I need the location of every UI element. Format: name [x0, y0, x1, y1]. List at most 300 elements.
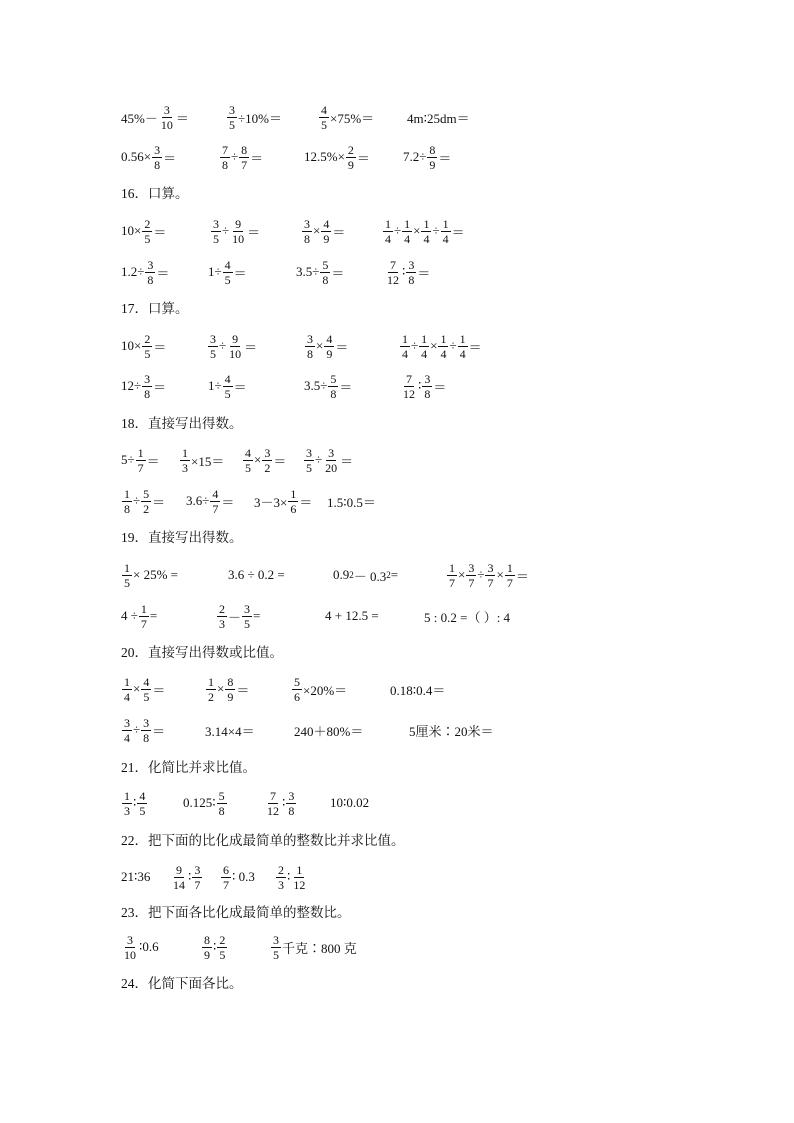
denominator: 10	[232, 231, 245, 246]
expr	[210, 211, 260, 251]
expr-text: 4m∶25dm＝	[407, 110, 470, 126]
expr	[275, 857, 308, 897]
numerator: 1	[440, 331, 447, 346]
numerator: 9	[176, 862, 182, 877]
fraction	[292, 675, 302, 704]
fraction	[447, 561, 457, 590]
numerator: 1	[124, 788, 130, 803]
fraction	[401, 372, 417, 401]
denominator: 7	[140, 616, 147, 631]
numerator: 3	[487, 560, 494, 575]
expr	[121, 669, 165, 709]
expr-text: 12.5%×	[304, 149, 345, 164]
fraction	[141, 487, 151, 516]
denominator: 10	[160, 117, 173, 132]
fraction	[328, 372, 338, 401]
expr-text: 4 ÷	[121, 608, 138, 623]
denominator: 9	[326, 346, 333, 361]
denominator: 8	[322, 272, 329, 287]
denominator: 8	[147, 272, 154, 287]
numerator: 9	[235, 216, 242, 231]
expr-text: ∶	[133, 795, 137, 810]
fraction	[276, 863, 286, 892]
numerator: 3	[424, 371, 431, 386]
expr	[291, 669, 347, 709]
expr-text: ＝	[247, 224, 261, 240]
fraction	[217, 933, 227, 962]
expr-text: ＝	[221, 494, 235, 510]
numerator: 5	[143, 486, 150, 501]
denominator: 10	[124, 947, 136, 962]
numerator: 3	[154, 142, 161, 157]
calc-row	[0, 596, 794, 636]
expr-text: 0.18∶0.4＝	[390, 682, 446, 698]
expr-text: 10∶0.02	[330, 795, 370, 810]
expr-text: ∶	[418, 378, 422, 393]
expr-text: × 25% =	[133, 567, 178, 582]
numerator: 4	[245, 445, 251, 460]
fraction	[383, 217, 393, 246]
fraction	[288, 487, 298, 516]
expr	[183, 783, 228, 823]
denominator: 8	[330, 386, 337, 401]
denominator: 6	[294, 689, 300, 704]
expr	[301, 211, 345, 251]
fraction	[402, 217, 412, 246]
numerator: 5	[218, 788, 225, 803]
fraction	[136, 446, 146, 475]
expr	[219, 137, 263, 177]
fraction	[159, 103, 175, 132]
exponent: 2	[386, 570, 391, 580]
numerator: 3	[147, 257, 154, 272]
expr-text: =	[390, 567, 399, 582]
expr-text: ÷	[222, 223, 230, 238]
expr-text: ÷	[449, 338, 457, 353]
expr-text: ＝	[152, 723, 166, 739]
expr-text: ∶	[188, 869, 192, 884]
numerator: 2	[144, 331, 151, 346]
expr	[186, 481, 234, 521]
numerator: 3	[468, 560, 475, 575]
numerator: 8	[429, 142, 436, 157]
numerator: 1	[385, 216, 391, 231]
expr-text: ＝	[515, 568, 529, 584]
numerator: 4	[321, 102, 327, 117]
numerator: 1	[421, 331, 428, 346]
denominator: 4	[440, 346, 447, 361]
denominator: 12	[293, 877, 306, 892]
expr	[121, 783, 148, 823]
expr-text: ＝	[236, 682, 250, 698]
fraction	[271, 933, 281, 962]
expr-text: ÷	[432, 223, 440, 238]
expr-text: ×	[458, 567, 466, 582]
denominator: 7	[449, 575, 455, 590]
expr-text: ∶	[282, 795, 286, 810]
denominator: 5	[306, 460, 312, 475]
fraction	[438, 332, 448, 361]
numerator: 3	[210, 331, 216, 346]
expr	[121, 252, 169, 292]
fraction	[319, 103, 329, 132]
fraction	[211, 217, 221, 246]
expr-text: ＝	[356, 150, 370, 166]
exponent: 2	[349, 570, 354, 580]
denominator: 4	[402, 346, 408, 361]
numerator: 4	[143, 674, 150, 689]
expr	[121, 481, 165, 521]
question-heading: 23．把下面各比化成最简单的整数比。	[121, 905, 351, 920]
fraction	[221, 863, 231, 892]
expr	[400, 366, 446, 406]
denominator: 7	[137, 460, 144, 475]
fraction	[122, 675, 132, 704]
expr-text: ÷	[477, 567, 485, 582]
denominator: 8	[218, 803, 225, 818]
expr	[208, 366, 247, 406]
fraction	[202, 933, 212, 962]
expr-text: 0.125∶	[183, 795, 216, 810]
fraction	[217, 602, 227, 631]
fraction	[321, 217, 331, 246]
denominator: 9	[323, 231, 330, 246]
denominator: 5	[139, 803, 146, 818]
expr-text: =	[149, 608, 158, 623]
numerator: 1	[449, 560, 455, 575]
fraction	[180, 446, 190, 475]
fraction	[385, 258, 401, 287]
expr-text: 3.6÷	[186, 493, 210, 508]
expr-text: ＝	[163, 150, 177, 166]
numerator: 7	[270, 788, 276, 803]
expr-text: ×20%＝	[303, 682, 348, 698]
expr-text: ÷	[315, 452, 323, 467]
expr-text: － 0.3	[353, 568, 387, 584]
denominator: 12	[387, 272, 399, 287]
numerator: 7	[406, 371, 412, 386]
fraction	[265, 789, 281, 818]
denominator: 4	[124, 689, 130, 704]
expr-text: ×	[133, 681, 141, 696]
expr-text: 5÷	[121, 452, 135, 467]
numerator: 2	[347, 142, 354, 157]
denominator: 5	[224, 272, 231, 287]
expr-text: ＝	[438, 150, 452, 166]
expr-text: ×	[254, 452, 262, 467]
fraction	[466, 561, 476, 590]
fraction	[485, 561, 495, 590]
numerator: 7	[222, 142, 228, 157]
numerator: 8	[227, 674, 234, 689]
numerator: 4	[326, 331, 333, 346]
expr-text: ＝	[153, 339, 167, 355]
fraction	[142, 332, 152, 361]
calc-row	[0, 97, 794, 137]
denominator: 10	[229, 346, 242, 361]
expr	[216, 596, 260, 636]
numerator: 3	[306, 445, 312, 460]
expr-text: ＝	[331, 265, 345, 281]
denominator: 5	[219, 947, 226, 962]
expr	[407, 97, 470, 137]
calc-row	[0, 669, 794, 709]
numerator: 3	[328, 445, 335, 460]
numerator: 3	[229, 102, 235, 117]
question-heading: 22．把下面的比化成最简单的整数比并求比值。	[121, 833, 405, 848]
expr	[325, 596, 379, 636]
denominator: 5	[210, 346, 216, 361]
expr-text: ＝	[299, 494, 313, 510]
calc-row	[0, 326, 794, 366]
expr-text: 45%－	[121, 110, 158, 126]
numerator: 1	[208, 674, 214, 689]
denominator: 5	[321, 117, 327, 132]
numerator: 2	[219, 932, 226, 947]
expr	[409, 710, 494, 750]
denominator: 8	[144, 386, 151, 401]
expr-text: ÷	[394, 223, 402, 238]
fraction	[230, 217, 246, 246]
expr-text: ×	[496, 567, 504, 582]
fraction	[242, 602, 252, 631]
expr-text: ＝	[417, 265, 431, 281]
expr-text: 3.6 ÷ 0.2 =	[228, 567, 285, 582]
expr	[242, 440, 286, 480]
fraction	[323, 446, 339, 475]
expr-text: ÷	[411, 338, 419, 353]
expr-text: ÷	[219, 338, 227, 353]
expr	[303, 440, 353, 480]
fraction	[421, 217, 431, 246]
calc-row	[0, 137, 794, 177]
expr	[304, 137, 370, 177]
question-heading: 18．直接写出得数。	[121, 416, 243, 431]
expr	[121, 326, 166, 366]
numerator: 1	[296, 862, 303, 877]
expr-text: ＝	[339, 379, 353, 395]
denominator: 8	[408, 272, 415, 287]
expr	[270, 927, 357, 967]
denominator: 9	[347, 157, 354, 172]
expr	[446, 555, 529, 595]
denominator: 8	[424, 386, 431, 401]
expr-text: 1÷	[208, 264, 222, 279]
fraction	[225, 675, 235, 704]
fraction	[239, 143, 249, 172]
expr-text: ＝	[332, 224, 346, 240]
expr-text: ＝	[233, 265, 247, 281]
expr	[208, 252, 247, 292]
denominator: 5	[273, 947, 279, 962]
denominator: 5	[144, 231, 151, 246]
denominator: 3	[219, 616, 225, 631]
expr-text: ÷10%＝	[238, 110, 282, 126]
expr-text: ＝	[250, 150, 264, 166]
fraction	[346, 143, 356, 172]
numerator: 1	[182, 445, 188, 460]
fraction	[139, 602, 149, 631]
fraction	[227, 332, 243, 361]
fraction	[206, 675, 216, 704]
denominator: 8	[288, 803, 295, 818]
denominator: 4	[442, 231, 449, 246]
denominator: 3	[124, 803, 130, 818]
expr-text: 千克∶800 克	[282, 940, 357, 956]
calc-row	[0, 440, 794, 480]
expr-text: ∶	[402, 264, 406, 279]
expr-text: 21∶36	[121, 869, 151, 884]
expr	[121, 927, 159, 967]
expr-text: 10×	[121, 223, 142, 238]
expr-text: ＝	[153, 224, 167, 240]
expr	[424, 596, 510, 636]
numerator: 4	[212, 486, 219, 501]
expr	[382, 211, 465, 251]
expr-text: ×75%＝	[330, 110, 375, 126]
expr	[330, 783, 369, 823]
calc-row	[0, 211, 794, 251]
expr-text: 12÷	[121, 378, 142, 393]
expr-text: ＝	[244, 339, 258, 355]
expr-text: ÷	[133, 722, 141, 737]
numerator: 1	[140, 601, 147, 616]
numerator: 3	[127, 932, 133, 947]
expr	[121, 857, 150, 897]
expr-text: ×	[430, 338, 438, 353]
expr	[121, 211, 166, 251]
calc-row	[0, 857, 794, 897]
fraction	[458, 332, 468, 361]
expr	[121, 440, 160, 480]
expr-text: 3.14×4＝	[205, 723, 255, 739]
denominator: 7	[241, 157, 248, 172]
fraction	[141, 716, 151, 745]
numerator: 9	[232, 331, 239, 346]
denominator: 8	[222, 157, 228, 172]
expr	[318, 97, 374, 137]
denominator: 7	[194, 877, 201, 892]
fraction	[122, 561, 132, 590]
fraction	[152, 143, 162, 172]
question-heading: 16．口算。	[121, 186, 189, 201]
numerator: 2	[219, 601, 225, 616]
numerator: 8	[204, 932, 210, 947]
denominator: 7	[506, 575, 513, 590]
calc-row	[0, 555, 794, 595]
denominator: 2	[264, 460, 271, 475]
denominator: 7	[468, 575, 475, 590]
expr-text: ＝	[433, 379, 447, 395]
denominator: 4	[459, 346, 466, 361]
fraction	[223, 258, 233, 287]
numerator: 2	[278, 862, 284, 877]
numerator: 1	[402, 331, 408, 346]
expr-text: 1.2÷	[121, 264, 145, 279]
expr	[399, 326, 482, 366]
denominator: 8	[154, 157, 161, 172]
numerator: 1	[404, 216, 411, 231]
fraction	[210, 487, 220, 516]
denominator: 12	[267, 803, 279, 818]
numerator: 6	[223, 862, 229, 877]
fraction	[305, 332, 315, 361]
numerator: 4	[224, 371, 231, 386]
fraction	[320, 258, 330, 287]
denominator: 5	[229, 117, 235, 132]
calc-row	[0, 481, 794, 521]
expr	[384, 252, 430, 292]
expr	[179, 440, 224, 480]
expr-text: ∶0.6	[139, 939, 159, 954]
expr-text: ×15＝	[191, 453, 225, 469]
numerator: 1	[124, 560, 130, 575]
expr	[327, 481, 376, 521]
expr-text: －	[228, 609, 242, 625]
denominator: 8	[124, 501, 130, 516]
fraction	[208, 332, 218, 361]
numerator: 1	[506, 560, 513, 575]
expr-text: ＝	[175, 110, 189, 126]
fraction	[286, 789, 296, 818]
numerator: 3	[163, 102, 170, 117]
expr	[121, 366, 166, 406]
expr-text: ＝	[152, 682, 166, 698]
expr	[264, 783, 297, 823]
denominator: 9	[429, 157, 436, 172]
expr-text: ∶	[213, 939, 217, 954]
denominator: 5	[224, 386, 231, 401]
denominator: 5	[245, 460, 251, 475]
question-heading: 19．直接写出得数。	[121, 530, 243, 545]
denominator: 2	[143, 501, 150, 516]
numerator: 3	[144, 371, 151, 386]
expr-text: ＝	[146, 453, 160, 469]
denominator: 4	[404, 231, 411, 246]
numerator: 3	[143, 715, 150, 730]
fraction	[419, 332, 429, 361]
expr-text: 10×	[121, 338, 142, 353]
fraction	[122, 487, 132, 516]
fraction	[400, 332, 410, 361]
numerator: 1	[124, 486, 130, 501]
expr-text: 5厘米∶20米＝	[409, 723, 494, 739]
expr	[403, 137, 451, 177]
expr-text: ＝	[233, 379, 247, 395]
numerator: 1	[290, 486, 297, 501]
expr	[304, 326, 348, 366]
fraction	[223, 372, 233, 401]
calc-row	[0, 366, 794, 406]
numerator: 3	[408, 257, 415, 272]
denominator: 7	[223, 877, 229, 892]
numerator: 5	[322, 257, 329, 272]
numerator: 1	[137, 445, 144, 460]
fraction	[171, 863, 187, 892]
expr	[207, 326, 257, 366]
numerator: 2	[144, 216, 151, 231]
denominator: 8	[307, 346, 313, 361]
denominator: 6	[290, 501, 297, 516]
numerator: 3	[244, 601, 251, 616]
expr	[294, 710, 363, 750]
expr-text: ＝	[153, 379, 167, 395]
fraction	[291, 863, 307, 892]
numerator: 1	[459, 331, 466, 346]
denominator: 4	[124, 730, 130, 745]
expr	[121, 555, 178, 595]
fraction	[142, 372, 152, 401]
